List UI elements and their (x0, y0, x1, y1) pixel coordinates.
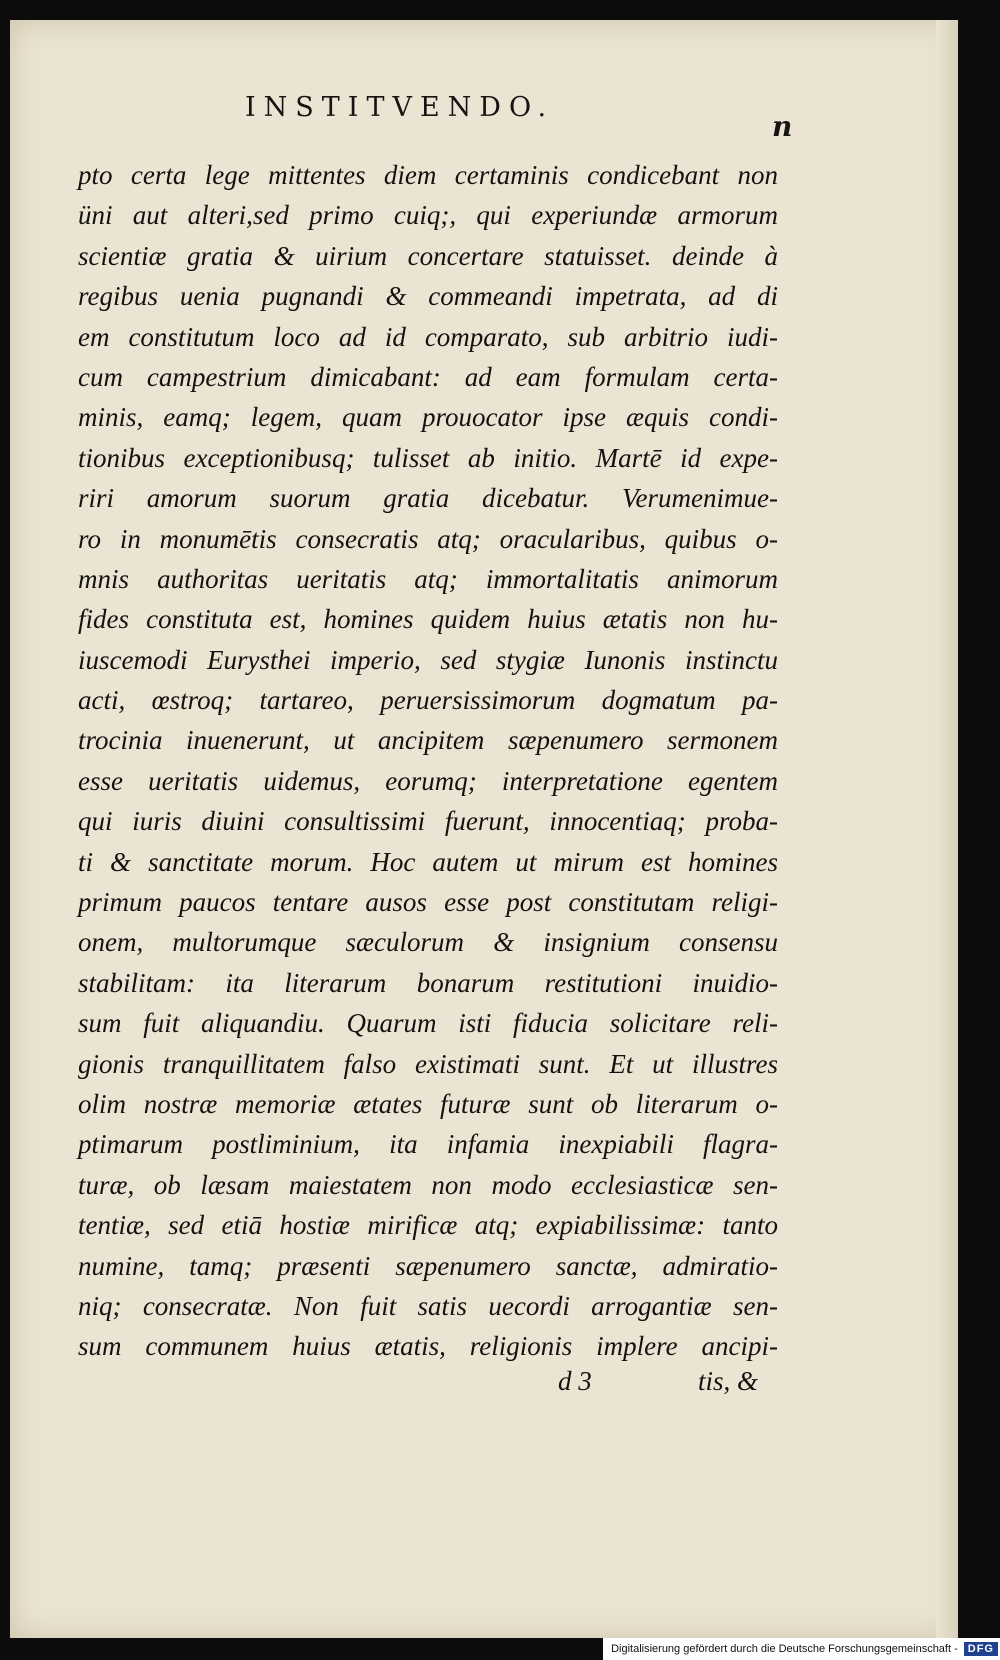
signature-mark: d 3 (558, 1366, 592, 1396)
text-line: niq; consecratæ. Non fuit satis uecordi arrogantiæ sen- (78, 1290, 778, 1321)
text-line: acti, œstroq; tartareo, peruersissimorum dogmatum pa- (78, 685, 778, 716)
folio-mark: n (772, 110, 793, 143)
text-line: esse ueritatis uidemus, eorumq; interpretatione egentem (78, 765, 778, 796)
text-line: ro in monumētis consecratis atq; oracularibus, quibus o- (78, 523, 778, 554)
text-line: tentiæ, sed etiā hostiæ mirificæ atq; expiabilissimæ: tanto (78, 1210, 778, 1241)
digitization-credit-bar (603, 1638, 1000, 1660)
text-line: pto certa lege mittentes diem certaminis condicebant non (78, 160, 778, 190)
text-line: mnis authoritas ueritatis atq; immortalitatis animorum (78, 563, 778, 594)
text-line: cum campestrium dimicabant: ad eam formulam certa- (78, 361, 778, 392)
text-line: riri amorum suorum gratia dicebatur. Verumenimue- (78, 483, 778, 514)
text-line: trocinia inuenerunt, ut ancipitem sæpenumero sermonem (78, 725, 778, 756)
running-head: INSTITVENDO. (245, 92, 555, 123)
signature-line (558, 1366, 758, 1397)
text-line: fides constituta est, homines quidem huius ætatis non hu- (78, 604, 778, 635)
text-line: üni aut alteri,sed primo cuiq;, qui experiundæ armorum (78, 200, 778, 231)
text-line: turæ, ob læsam maiestatem non modo ecclesiasticæ sen- (78, 1169, 778, 1200)
text-line: minis, eamq; legem, quam prouocator ipse æquis condi- (78, 402, 778, 433)
text-line: primum paucos tentare ausos esse post constitutam religi- (78, 887, 778, 918)
catchword: tis, & (697, 1366, 758, 1396)
text-line: numine, tamq; præsenti sæpenumero sanctæ, admiratio- (78, 1250, 778, 1281)
text-line: stabilitam: ita literarum bonarum restitutioni inuidio- (78, 967, 778, 998)
text-line: onem, multorumque sæculorum & insignium consensu (78, 927, 778, 958)
text-block (78, 155, 778, 1367)
text-line: em constitutum loco ad id comparato, sub arbitrio iudi- (78, 321, 778, 352)
text-line: scientiæ gratia & uirium concertare statuisset. deinde à (78, 240, 778, 271)
text-line: olim nostræ memoriæ ætates futuræ sunt ob literarum o- (78, 1088, 778, 1119)
text-line: regibus uenia pugnandi & commeandi impetrata, ad di (78, 281, 778, 312)
text-line: qui iuris diuini consultissimi fuerunt, innocentiaq; proba- (78, 806, 778, 837)
text-line: tionibus exceptionibusq; tulisset ab initio. Martē id expe- (78, 442, 778, 473)
dfg-logo-icon: DFG (964, 1642, 998, 1656)
page-edge-shadow (936, 20, 958, 1638)
digitization-credit: Digitalisierung gefördert durch die Deutsche Forschungsgemeinschaft - (611, 1643, 958, 1655)
book-page (10, 20, 958, 1638)
text-line: iuscemodi Eurysthei imperio, sed stygiæ Iunonis instinctu (78, 644, 778, 675)
text-line: gionis tranquillitatem falso existimati sunt. Et ut illustres (78, 1048, 778, 1079)
text-line: sum fuit aliquandiu. Quarum isti fiducia solicitare reli- (78, 1008, 778, 1039)
text-line: ti & sanctitate morum. Hoc autem ut mirum est homines (78, 846, 778, 877)
text-line: sum communem huius ætatis, religionis implere ancipi- (78, 1331, 778, 1362)
text-line: ptimarum postliminium, ita infamia inexpiabili flagra- (78, 1129, 778, 1160)
